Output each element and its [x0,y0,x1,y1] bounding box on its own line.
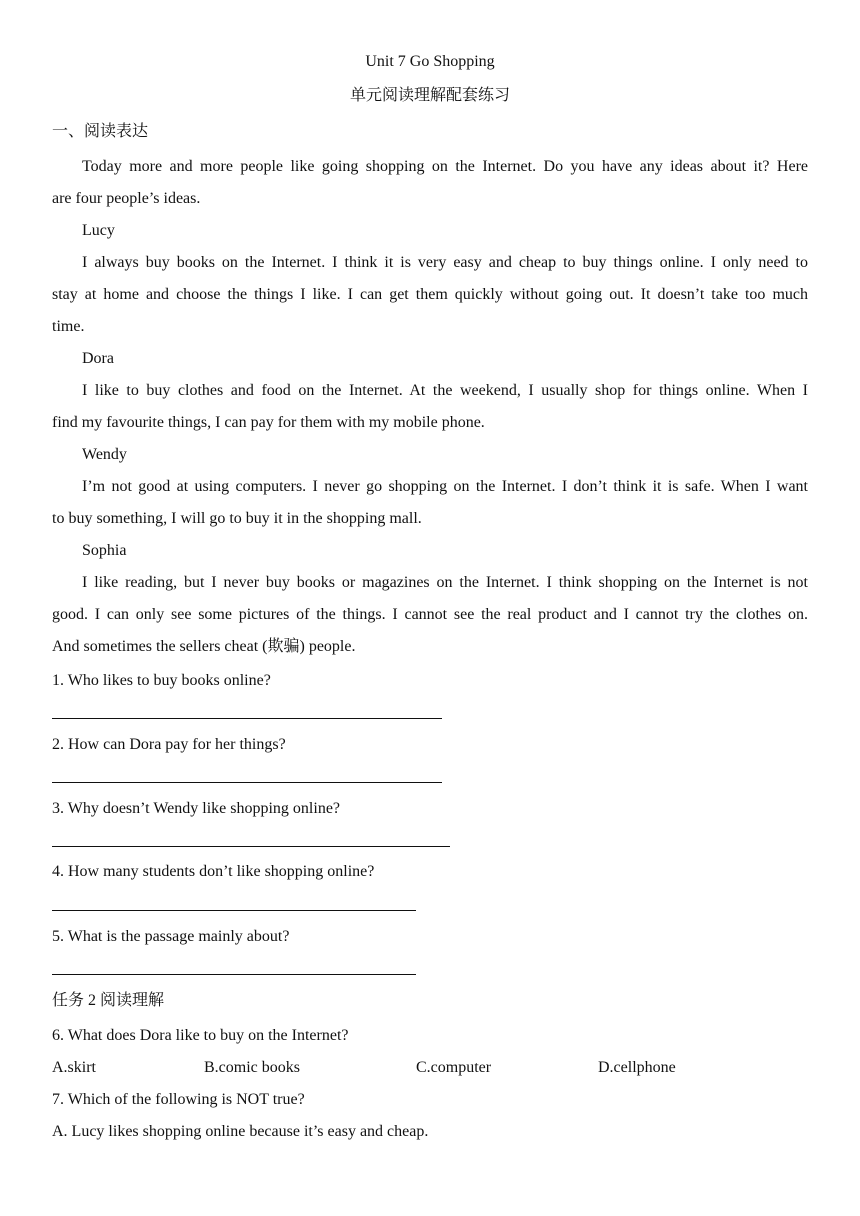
intro-line-1: Today more and more people like going shopping on the Internet. Do you have any ideas about it? Here [82,158,808,175]
person-name-dora: Dora [82,350,114,367]
sophia-line-3: And sometimes the sellers cheat (欺骗) people. [52,638,356,655]
lucy-line-3: time. [52,318,85,335]
q6-option-a[interactable]: A.skirt [52,1059,96,1076]
section2-heading: 任务 2 阅读理解 [52,992,165,1009]
lucy-line-1: I always buy books on the Internet. I think it is very easy and cheap to buy things online. I only need to [82,254,808,271]
intro-line-2: are four people’s ideas. [52,190,201,207]
lucy-line-2: stay at home and choose the things I like. I can get them quickly without going out. It doesn’t take too much [52,286,808,303]
page-title: Unit 7 Go Shopping [365,53,495,70]
q6-option-c[interactable]: C.computer [416,1059,492,1076]
person-name-lucy: Lucy [82,222,115,239]
answer-line-3[interactable] [52,846,450,847]
answer-line-1[interactable] [52,718,442,719]
question-7: 7. Which of the following is NOT true? [52,1091,305,1108]
dora-line-1: I like to buy clothes and food on the Internet. At the weekend, I usually shop for things online. When I [82,382,808,399]
question-1: 1. Who likes to buy books online? [52,672,271,689]
person-name-wendy: Wendy [82,446,127,463]
question-4: 4. How many students don’t like shopping online? [52,863,375,880]
person-name-sophia: Sophia [82,542,127,559]
q6-option-b[interactable]: B.comic books [204,1059,300,1076]
answer-line-2[interactable] [52,782,442,783]
q6-option-d[interactable]: D.cellphone [598,1059,676,1076]
question-6: 6. What does Dora like to buy on the Internet? [52,1027,349,1044]
q7-option-a[interactable]: A. Lucy likes shopping online because it’s easy and cheap. [52,1123,429,1140]
section1-heading: 一、阅读表达 [52,123,149,140]
sophia-line-2: good. I can only see some pictures of the things. I cannot see the real product and I cannot try the clothes on. [52,606,808,623]
sophia-line-1: I like reading, but I never buy books or magazines on the Internet. I think shopping on the Internet is not [82,574,808,591]
answer-line-5[interactable] [52,974,416,975]
wendy-line-2: to buy something, I will go to buy it in the shopping mall. [52,510,422,527]
question-2: 2. How can Dora pay for her things? [52,736,286,753]
question-5: 5. What is the passage mainly about? [52,928,290,945]
page-subtitle: 单元阅读理解配套练习 [349,87,510,104]
answer-line-4[interactable] [52,910,416,911]
wendy-line-1: I’m not good at using computers. I never go shopping on the Internet. I don’t think it is safe. When I want [82,478,808,495]
question-3: 3. Why doesn’t Wendy like shopping online? [52,800,341,817]
dora-line-2: find my favourite things, I can pay for them with my mobile phone. [52,414,485,431]
